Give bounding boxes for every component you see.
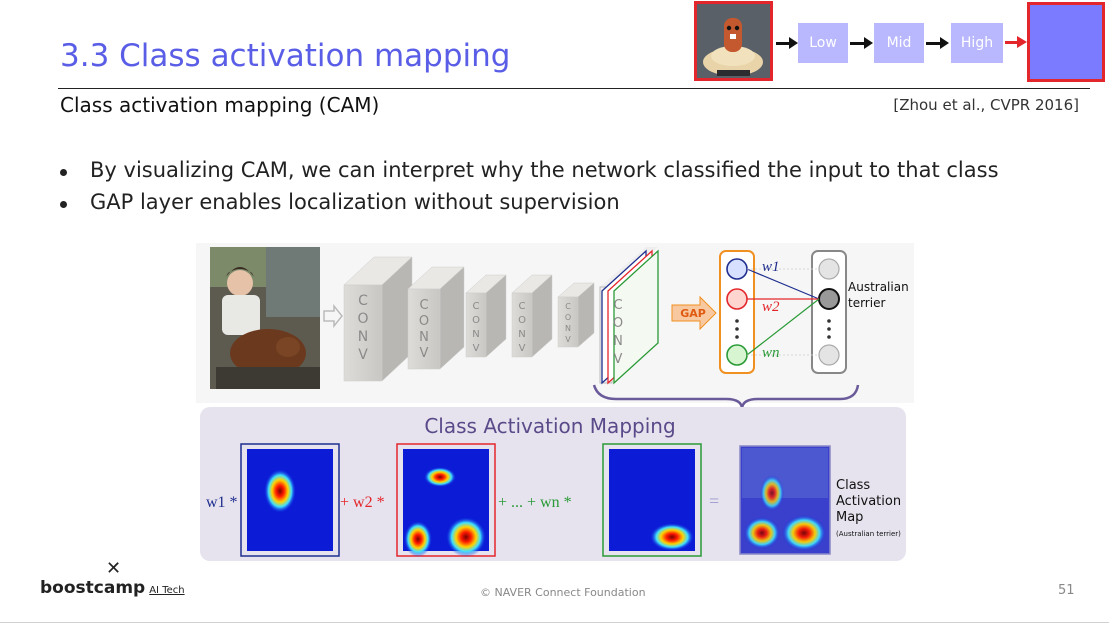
pipeline-arrowhead (940, 37, 949, 49)
conv-letter: V (565, 335, 571, 344)
result-label-line: Activation (836, 494, 902, 509)
boostcamp-logo: boostcamp AI Tech (40, 578, 185, 598)
conv-letter: O (472, 315, 480, 326)
conv-letter: C (518, 301, 526, 312)
bullet-list (58, 158, 999, 222)
conv-letter: C (565, 302, 571, 311)
conv-letter: O (518, 315, 526, 326)
weight-label-w1: w1 (762, 259, 780, 275)
gap-node-red (727, 289, 747, 309)
bullet-item: By visualizing CAM, we can interpret why the network classified the input to that class (58, 158, 999, 182)
conv-letter: V (518, 343, 526, 354)
heatmap-n (603, 444, 701, 556)
page-number: 51 (1058, 583, 1075, 598)
bullet-item: GAP layer enables localization without supervision (58, 190, 999, 214)
class-label-line2: terrier (848, 296, 886, 310)
pipeline-arrowhead-red (1017, 36, 1027, 48)
slide-subtitle: Class activation mapping (CAM) (60, 93, 380, 117)
copyright: © NAVER Connect Foundation (480, 586, 646, 599)
result-label-line: Map (836, 510, 864, 525)
conv-letter: N (357, 329, 369, 345)
input-image-thumbnail (694, 1, 773, 81)
conv-block (408, 267, 464, 369)
pipeline-stage-low: Low (798, 23, 848, 63)
cam-figure (196, 243, 914, 563)
footer-divider (0, 622, 1109, 623)
bullet-dot (60, 201, 67, 208)
gap-node-blue (727, 259, 747, 279)
conv-letter: C (613, 298, 623, 313)
conv-letter: V (419, 346, 429, 361)
citation: [Zhou et al., CVPR 2016] (893, 96, 1079, 114)
slide-title: 3.3 Class activation mapping (60, 38, 511, 74)
conv-letter: V (613, 352, 623, 367)
term-equals: = (709, 491, 720, 511)
conv-letter: N (565, 324, 571, 333)
conv-letter: V (358, 347, 368, 363)
weight-label-wn: wn (762, 345, 780, 361)
weight-label-w2: w2 (762, 299, 780, 315)
pipeline-arrowhead (789, 37, 798, 49)
conv-letter: N (613, 334, 623, 349)
close-icon: ✕ (106, 558, 122, 579)
pipeline-arrowhead (864, 37, 873, 49)
gap-label: GAP (680, 307, 706, 320)
conv-block (558, 283, 594, 347)
conv-letter: N (518, 329, 526, 340)
bullet-dot (60, 169, 67, 176)
output-node-active (819, 289, 839, 309)
input-photo (210, 247, 320, 389)
class-label-line1: Australian (848, 280, 909, 294)
result-sublabel: (Australian terrier) (836, 530, 901, 538)
term-w2: + w2 * (340, 494, 385, 511)
heatmap-2 (397, 444, 495, 557)
term-wn: + ... + wn * (498, 494, 572, 511)
conv-letter: N (419, 330, 429, 345)
pipeline-output-box (1027, 2, 1105, 82)
conv-block (344, 257, 412, 381)
title-divider (58, 88, 1090, 89)
pipeline-stage-mid: Mid (874, 23, 924, 63)
conv-letter: C (472, 301, 480, 312)
pipeline-stage-high: High (951, 23, 1003, 63)
term-w1: w1 * (206, 494, 238, 511)
cam-title: Class Activation Mapping (424, 414, 676, 438)
conv-letter: O (418, 314, 430, 329)
result-overlay (740, 446, 830, 554)
gap-node-green (727, 345, 747, 365)
result-label-line: Class (836, 478, 871, 493)
heatmap-1 (241, 444, 339, 556)
conv-letter: N (472, 329, 480, 340)
conv-letter: O (612, 316, 624, 331)
conv-letter: O (357, 311, 369, 327)
conv-letter: V (472, 343, 480, 354)
conv-letter: O (564, 313, 572, 322)
conv-letter: C (419, 298, 429, 313)
conv-letter: C (358, 293, 368, 309)
